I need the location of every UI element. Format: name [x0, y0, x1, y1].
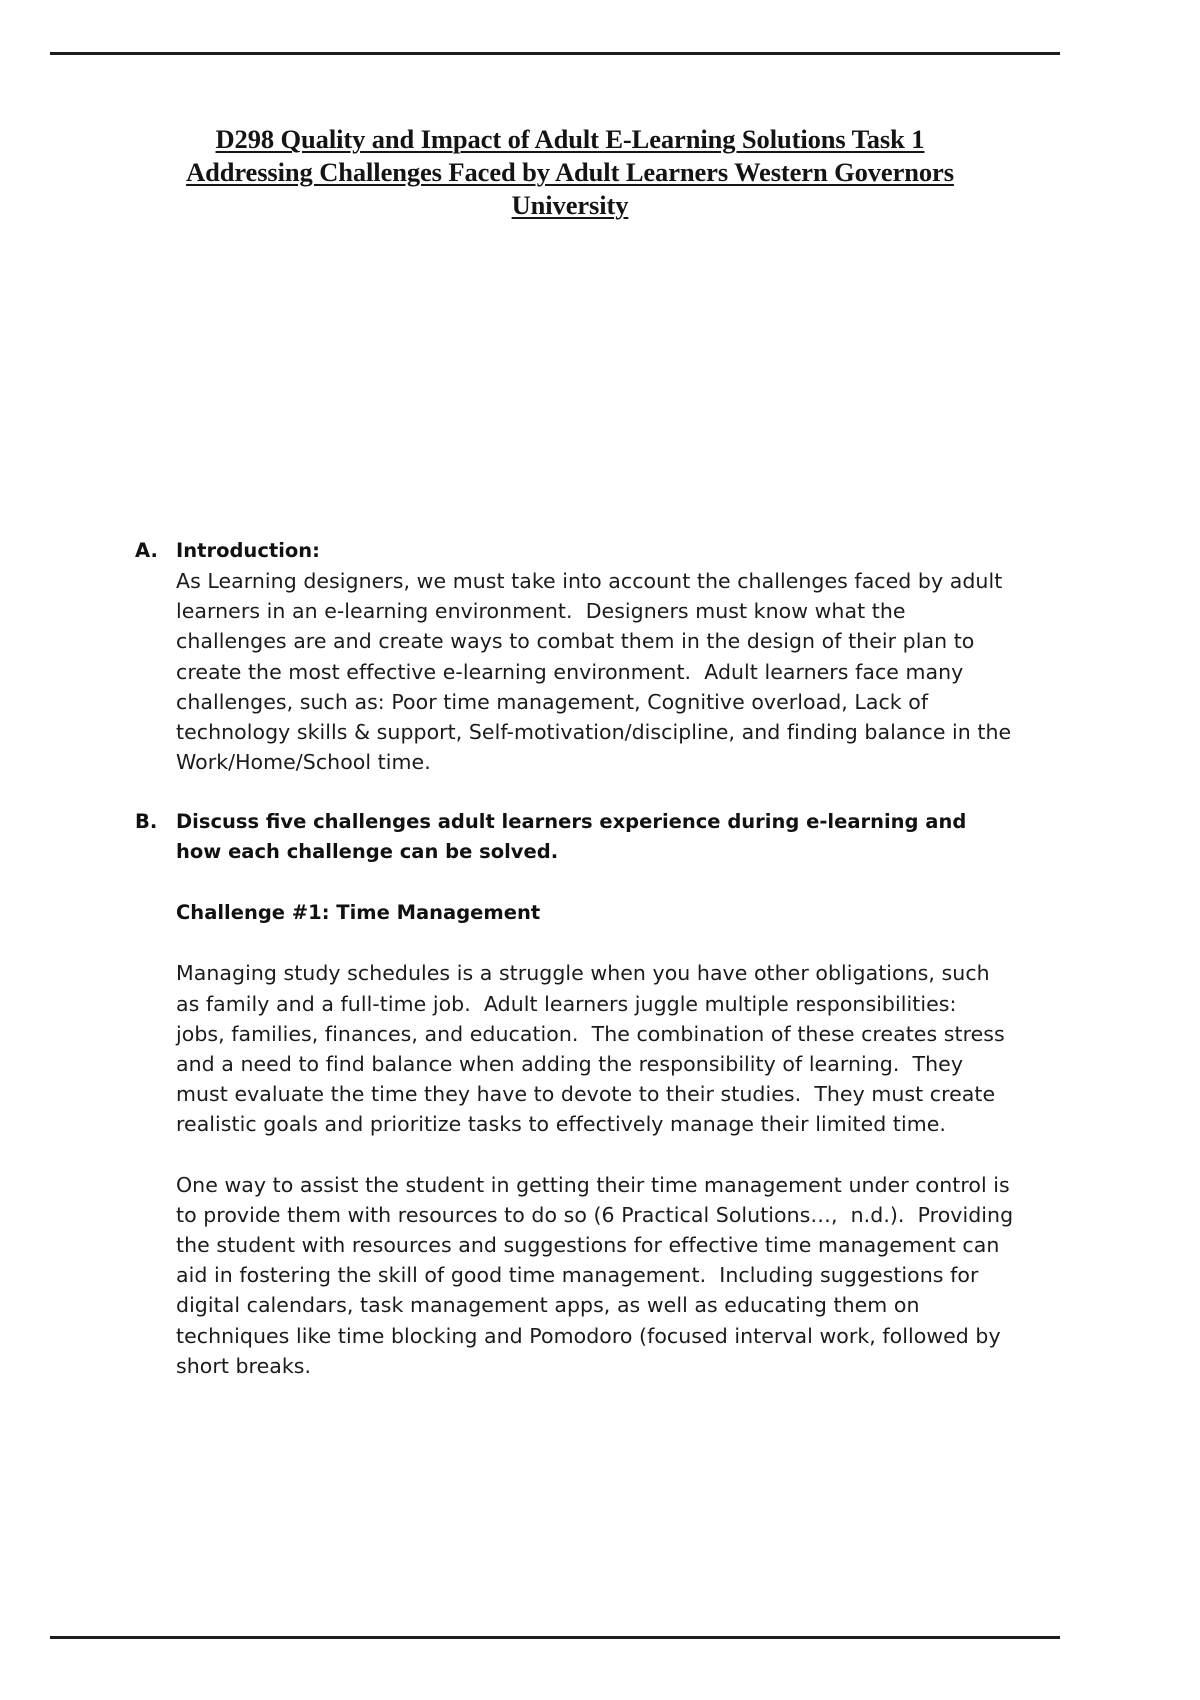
spacer — [176, 867, 1015, 898]
section-b — [135, 807, 1020, 1381]
section-a-marker: A. — [135, 539, 158, 562]
spacer — [176, 1140, 1015, 1170]
challenge-1-heading: Challenge #1: Time Management — [176, 901, 541, 925]
section-a-heading: Introduction: — [176, 539, 320, 562]
section-b-marker: B. — [135, 810, 158, 834]
page-title-text: D298 Quality and Impact of Adult E-Learning Solutions Task 1 Addressing Challenges Faced by Adult Learners Western Governors University — [186, 124, 954, 220]
footer-rule — [50, 1636, 1060, 1639]
header-rule — [50, 52, 1060, 55]
spacer — [176, 928, 1015, 958]
section-b-heading: Discuss five challenges adult learners experience during e-learning and how each challenge can be solved. — [176, 810, 967, 864]
section-a-paragraph: As Learning designers, we must take into account the challenges faced by adult learners in an e-learning environment. Designers must know what the challenges are and create ways to combat them in the design of their plan to create the most effective e-learning environment. Adult learners face many challenges, such as: Poor time management, Cognitive overload, Lack of technology skills & support, Self-motivation/discipline, and finding balance in the Work/Home/School time. — [176, 569, 1018, 775]
challenge-1-paragraph-2: One way to assist the student in getting their time management under control is to provide them with resources to do so (6 Practical Solutions…, n.d.). Providing the student with resources and suggestions for effective time management can aid in fostering the skill of good time management. Including suggestions for digital calendars, task management apps, as well as educating them on techniques like time blocking and Pomodoro (focused interval work, followed by short breaks. — [176, 1172, 1020, 1378]
section-a — [135, 536, 1018, 777]
document-body — [135, 536, 1020, 1381]
page-title — [150, 123, 990, 222]
challenge-1-paragraph-1: Managing study schedules is a struggle when you have other obligations, such as family and a full-time job. Adult learners juggle multiple responsibilities: jobs, families, finances, and education. The combination of these creates stress and a need to find balance when adding the responsibility of learning. They must evaluate the time they have to devote to their studies. They must create realistic goals and prioritize tasks to effectively manage their limited time. — [176, 961, 1012, 1137]
spacer — [135, 777, 1015, 807]
